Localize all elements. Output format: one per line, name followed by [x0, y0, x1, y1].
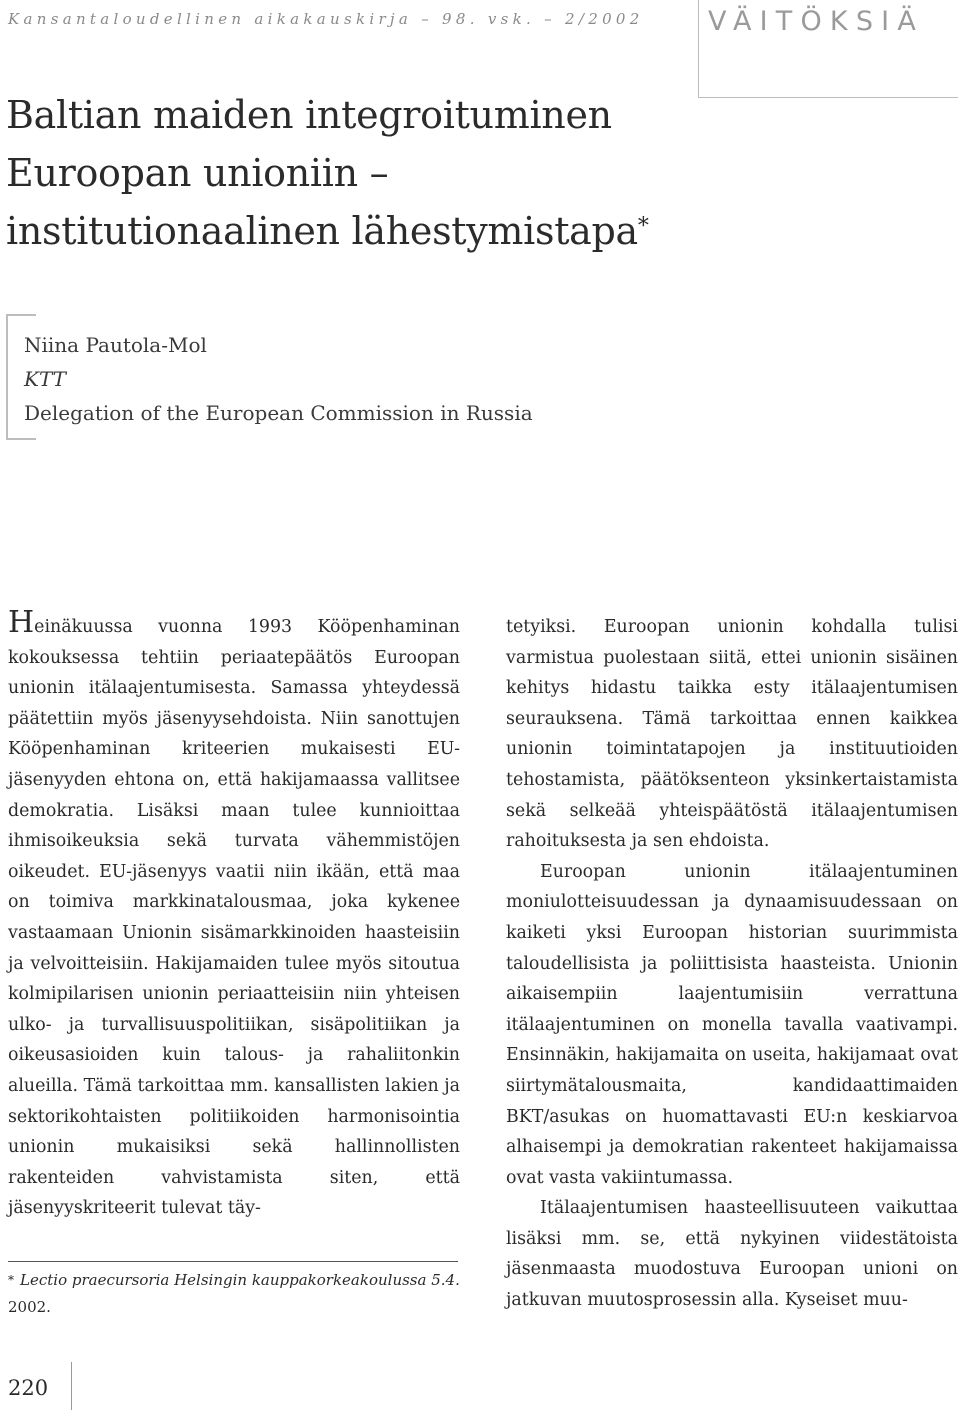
footnote-text: Lectio praecursoria Helsingin kauppakorkeakoulussa 5.4.	[20, 1271, 460, 1289]
paragraph-1-text: einäkuussa vuonna 1993 Kööpenhaminan kokouksessa tehtiin periaatepäätös Euroopan unionin itälaajentumisesta. Samassa yhteydessä päätettiin myös jäsenyysehdoista. Niin sanottujen Kööpenhaminan kriteerien mukaisesti EU-jäsenyyden ehtona on, että hakijamaassa vallitsee demokratia. Lisäksi maan tulee kunnioittaa ihmisoikeuksia sekä turvata vähemmistöjen oikeudet. EU-jäsenyys vaatii niin ikään, että maa on toimiva markkinatalousmaa, joka kykenee vastaamaan Unionin sisämarkkinoiden haasteisiin ja velvoitteisiin. Hakijamaiden tulee myös sitoutua kolmipilarisen unionin periaatteisiin niin yhteisen ulko- ja turvallisuuspolitiikan, sisäpolitiikan ja oikeusasioiden kuin talous- ja rahaliitonkin alueilla. Tämä tarkoittaa mm. kansallisten lakien ja sektorikohtaisten politiikoiden harmonisointia unionin mukaisiksi sekä hallinnollisten rakenteiden vahvistamista siten, että jäsenyyskriteerit tulevat täy-	[8, 617, 460, 1219]
paragraph-2: Euroopan unionin itälaajentuminen moniulotteisuudessan ja dynaamisuudessaan on kaiketi yksi Euroopan historian suurimmista taloudellisista ja poliittisista haasteista. Unionin aikaisempiin laajentumisiin verrattuna itälaajentuminen on monella tavalla vaativampi. Ensinnäkin, hakijamaita on useita, hakijamaat ovat siirtymätalousmaita, kandidaattimaiden BKT/asukas on huomattavasti EU:n keskiarvoa alhaisempi ja demokratian rakenteet hakijamaissa ovat vasta vakiintumassa.	[506, 861, 958, 1188]
author-degree: KTT	[24, 367, 66, 391]
title-line-1: Baltian maiden integroituminen	[6, 93, 612, 137]
title-line-3-text: institutionaalinen lähestymistapa	[6, 209, 638, 253]
drop-cap: H	[8, 605, 35, 640]
paragraph-continued: tetyiksi. Euroopan unionin kohdalla tulisi varmistua puolestaan siitä, ettei unionin sisäinen kehitys hidastu taikka esty itälaajentumisen seurauksena. Tämä tarkoittaa ennen kaikkea unionin toimintatapojen ja instituutioiden tehostamista, päätöksenteon yksinkertaistamista sekä selkeää yhteispäätöstä itälaajentumisen rahoituksesta ja sen ehdoista.	[506, 617, 958, 852]
paragraph-3: Itälaajentumisen haasteellisuuteen vaikuttaa lisäksi mm. se, että nykyinen viidestätoista jäsenmaasta muodostuva Euroopan unioni on jatkuvan muutosprosessin alla. Kyseiset muu-	[506, 1198, 958, 1311]
body-column-1	[8, 605, 460, 1224]
title-line-3	[6, 202, 649, 260]
body-column-2	[506, 612, 958, 1316]
journal-header: Kansantaloudellinen aikakauskirja – 98. vsk. – 2/2002	[8, 10, 644, 28]
title-line-2: Euroopan unioniin –	[6, 151, 389, 195]
footnote-marker: *	[8, 1273, 14, 1287]
page-number: 220	[8, 1376, 49, 1400]
title-footnote-marker[interactable]: *	[637, 214, 649, 239]
footnote-year: 2002.	[8, 1298, 51, 1316]
page-number-divider	[71, 1362, 72, 1410]
footnote	[8, 1267, 460, 1321]
section-label: VÄITÖKSIÄ	[708, 6, 924, 37]
paragraph-1	[8, 605, 460, 1224]
author-affiliation: Delegation of the European Commission in Russia	[24, 401, 533, 425]
article-title	[6, 86, 649, 260]
author-name: Niina Pautola-Mol	[24, 333, 207, 357]
footnote-divider	[8, 1261, 458, 1262]
author-block	[24, 328, 533, 430]
